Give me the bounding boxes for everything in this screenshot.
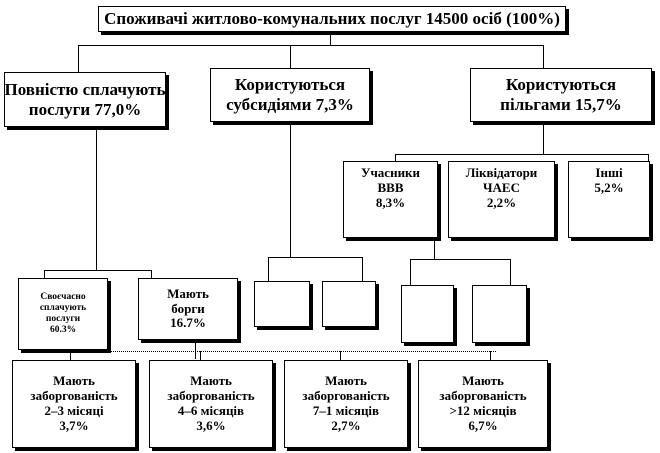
- debt-group-1-line4: 3,7%: [59, 417, 89, 433]
- empty-box-benefits-1: [401, 285, 454, 343]
- connector-benefits-down: [543, 122, 544, 154]
- root-title: Споживачі житлово-комунальних послуг 14500 осіб (100%): [104, 9, 560, 29]
- connector-full-pay: [78, 45, 79, 72]
- debt-group-1-line1: Мають: [53, 373, 95, 389]
- on-time-line4: 60.3%: [49, 324, 77, 335]
- on-time-box: [18, 278, 108, 350]
- full-pay-line1: Повністю сплачують: [4, 79, 166, 99]
- other-line1: Інші: [595, 165, 623, 180]
- on-time-line1: Своєчасно: [40, 292, 86, 303]
- connector-vvv-box-b: [510, 259, 511, 285]
- debt-group-2-line1: Мають: [190, 373, 232, 389]
- empty-box-benefits-2: [472, 285, 527, 343]
- debt-group-1-line2: заборгованість: [30, 388, 118, 404]
- connector-debt-group-2: [200, 351, 201, 360]
- debt-group-4-line1: Мають: [462, 373, 504, 389]
- connector-vvv-box-a: [410, 259, 411, 285]
- vvv-line1: Учасники: [360, 165, 421, 180]
- subsidies-box: [210, 68, 370, 122]
- connector-benefits-bus: [395, 154, 648, 155]
- chaes-line1: Ліквідатори: [465, 165, 538, 180]
- connector-debts: [151, 270, 152, 278]
- on-time-line3: послуги: [45, 314, 81, 324]
- connector-benefits: [543, 45, 544, 68]
- debt-group-2-box: [149, 360, 273, 448]
- debt-group-3-line1: Мають: [325, 373, 367, 389]
- debt-group-3-box: [284, 360, 408, 448]
- other-benefits-box: [568, 161, 650, 238]
- chaes-line3: 2,2%: [486, 194, 517, 210]
- debt-group-2-line3: 4–6 місяців: [177, 403, 245, 418]
- connector-debt-group-3: [340, 351, 341, 360]
- connector-vvv-bus: [410, 259, 510, 260]
- debt-group-4-box: [418, 360, 548, 448]
- other-line2: 5,2%: [594, 179, 624, 195]
- debts-line1: Мають: [167, 285, 209, 301]
- connector-debt-group-1: [70, 351, 71, 360]
- debt-group-4-line3: >12 місяців: [449, 403, 517, 418]
- chaes-line2: ЧАЕС: [483, 179, 520, 195]
- connector-vvv: [395, 154, 396, 161]
- chaes-box: [448, 161, 555, 238]
- connector-vvv-down: [434, 238, 435, 259]
- debt-group-3-line2: заборгованість: [302, 388, 390, 404]
- empty-box-subsidies-1: [254, 281, 310, 327]
- debts-box: [138, 278, 238, 340]
- debt-group-1-line3: 2–3 місяці: [44, 403, 104, 418]
- connector-debt-group-4: [490, 351, 491, 360]
- connector-level1-bus: [78, 45, 543, 46]
- subsidies-line1: Користуються: [234, 75, 346, 95]
- connector-debts-down: [195, 340, 196, 359]
- benefits-line2: пільгами 15,7%: [500, 95, 622, 114]
- vvv-line3: 8,3%: [375, 194, 406, 210]
- connector-subsidies: [290, 45, 291, 68]
- debt-group-3-line3: 7–1 місяців: [312, 403, 380, 418]
- connector-root-down: [330, 32, 331, 45]
- connector-chaes: [648, 154, 649, 161]
- debt-group-4-line2: заборгованість: [439, 388, 527, 404]
- connector-subsidies-bus: [268, 257, 362, 258]
- debt-group-2-line2: заборгованість: [167, 388, 255, 404]
- full-pay-line2: послуги 77,0%: [28, 99, 142, 119]
- on-time-line2: сплачують: [39, 303, 87, 314]
- benefits-line1: Користуються: [505, 75, 617, 95]
- debt-group-4-line4: 6,7%: [468, 417, 498, 433]
- debt-group-3-line4: 2,7%: [331, 417, 361, 433]
- debts-line2: борги: [171, 300, 205, 316]
- vvv-line2: ВВВ: [377, 179, 404, 195]
- connector-sub-box-a: [268, 257, 269, 281]
- connector-on-time: [44, 270, 45, 278]
- root-box: [98, 6, 566, 32]
- connector-subsidies-down: [290, 122, 291, 257]
- full-pay-box: [4, 72, 166, 127]
- debt-group-1-box: [12, 360, 136, 448]
- connector-full-pay-down: [96, 128, 97, 270]
- debts-line3: 16.7%: [170, 315, 206, 331]
- connector-payers-bus: [44, 270, 151, 271]
- connector-sub-box-b: [362, 257, 363, 281]
- benefits-box: [470, 68, 652, 122]
- debt-group-2-line4: 3,6%: [196, 417, 226, 433]
- connector-debt-groups-bus: [60, 351, 496, 352]
- vvv-box: [343, 161, 438, 238]
- subsidies-line2: субсидіями 7,3%: [226, 95, 354, 114]
- empty-box-subsidies-2: [322, 281, 376, 327]
